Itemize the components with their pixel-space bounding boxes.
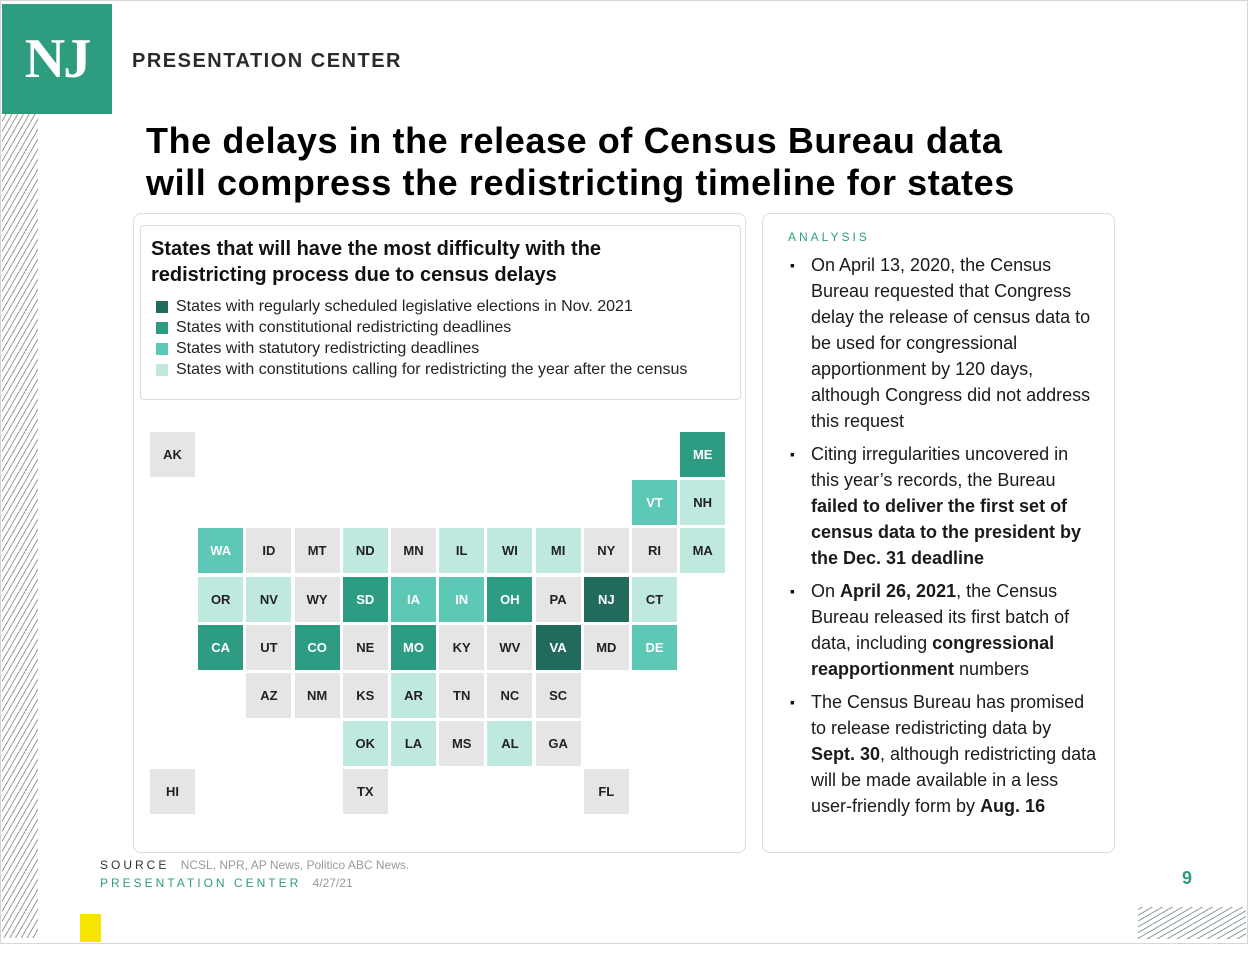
state-tile-or: OR xyxy=(198,577,243,622)
state-tile-ak: AK xyxy=(150,432,195,477)
yellow-marker xyxy=(80,914,101,942)
state-tile-vt: VT xyxy=(632,480,677,525)
legend-swatch-constitutional xyxy=(156,322,168,334)
state-tile-wi: WI xyxy=(487,528,532,573)
state-tile-ar: AR xyxy=(391,673,436,718)
state-tile-ut: UT xyxy=(246,625,291,670)
analysis-bullet-4: ▪ The Census Bureau has promised to release redistricting data by Sept. 30, although redistricting data will be made available in a less user-friendly form by Aug. 16 xyxy=(790,689,1100,819)
state-tile-id: ID xyxy=(246,528,291,573)
analysis-bullet-3: ▪ On April 26, 2021, the Census Bureau released its first batch of data, including congressional reapportionment numbers xyxy=(790,578,1100,682)
state-tile-mo: MO xyxy=(391,625,436,670)
page-number: 9 xyxy=(1182,868,1193,888)
legend-swatch-statutory xyxy=(156,343,168,355)
state-tile-va: VA xyxy=(536,625,581,670)
source-line xyxy=(100,858,409,872)
state-tile-la: LA xyxy=(391,721,436,766)
source-label: SOURCE xyxy=(100,858,170,872)
state-tile-ks: KS xyxy=(343,673,388,718)
state-tile-tx: TX xyxy=(343,769,388,814)
legend-item xyxy=(156,296,687,317)
legend-label: States with regularly scheduled legislative elections in Nov. 2021 xyxy=(176,297,633,315)
legend-list xyxy=(156,296,687,380)
state-tile-il: IL xyxy=(439,528,484,573)
nj-logo xyxy=(2,4,112,114)
state-tile-wv: WV xyxy=(487,625,532,670)
logo-text: NJ xyxy=(24,28,90,90)
state-tile-nj: NJ xyxy=(584,577,629,622)
state-tile-mt: MT xyxy=(295,528,340,573)
legend-box xyxy=(140,225,741,400)
state-tile-az: AZ xyxy=(246,673,291,718)
legend-swatch-next-year xyxy=(156,364,168,376)
analysis-bullet-1: ▪ On April 13, 2020, the Census Bureau requested that Congress delay the release of census data to be used for congressional apportionment by 120 days, although Congress did not address this request xyxy=(790,252,1100,434)
source-text: NCSL, NPR, AP News, Politico ABC News. xyxy=(180,858,410,872)
state-tile-sd: SD xyxy=(343,577,388,622)
headline-line-1: The delays in the release of Census Bureau data xyxy=(146,120,1003,161)
brand-name: PRESENTATION CENTER xyxy=(132,50,402,72)
legend-label: States with statutory redistricting deadlines xyxy=(176,339,480,357)
state-tile-nm: NM xyxy=(295,673,340,718)
state-tile-tn: TN xyxy=(439,673,484,718)
state-tile-nc: NC xyxy=(487,673,532,718)
state-tile-ma: MA xyxy=(680,528,725,573)
legend-title: States that will have the most difficulty with the redistricting process due to census delays xyxy=(151,238,602,286)
left-hatch-decoration xyxy=(2,114,38,938)
state-tile-ok: OK xyxy=(343,721,388,766)
state-tile-ri: RI xyxy=(632,528,677,573)
headline-line-2: will compress the redistricting timeline for states xyxy=(146,162,1015,203)
state-tile-nd: ND xyxy=(343,528,388,573)
footer-date: 4/27/21 xyxy=(312,876,353,890)
state-tile-nv: NV xyxy=(246,577,291,622)
state-tile-al: AL xyxy=(487,721,532,766)
state-tile-me: ME xyxy=(680,432,725,477)
state-tile-hi: HI xyxy=(150,769,195,814)
legend-item xyxy=(156,338,687,359)
state-tile-mi: MI xyxy=(536,528,581,573)
state-tile-pa: PA xyxy=(536,577,581,622)
analysis-label: ANALYSIS xyxy=(788,230,870,244)
state-tile-mn: MN xyxy=(391,528,436,573)
state-tile-co: CO xyxy=(295,625,340,670)
legend-swatch-elections xyxy=(156,301,168,313)
state-tile-nh: NH xyxy=(680,480,725,525)
state-tile-ms: MS xyxy=(439,721,484,766)
state-tile-de: DE xyxy=(632,625,677,670)
legend-item xyxy=(156,317,687,338)
slide-headline xyxy=(146,120,1146,204)
state-tile-fl: FL xyxy=(584,769,629,814)
state-tile-ca: CA xyxy=(198,625,243,670)
legend-label: States with constitutions calling for redistricting the year after the census xyxy=(176,360,688,378)
state-tile-ky: KY xyxy=(439,625,484,670)
state-tile-ny: NY xyxy=(584,528,629,573)
state-tile-ne: NE xyxy=(343,625,388,670)
state-tile-ct: CT xyxy=(632,577,677,622)
state-tile-wy: WY xyxy=(295,577,340,622)
bottom-right-hatch-decoration xyxy=(1138,907,1246,939)
state-tile-ia: IA xyxy=(391,577,436,622)
state-tile-wa: WA xyxy=(198,528,243,573)
state-tile-ga: GA xyxy=(536,721,581,766)
footer-pc-label: PRESENTATION CENTER xyxy=(100,876,302,890)
state-tile-md: MD xyxy=(584,625,629,670)
state-tile-in: IN xyxy=(439,577,484,622)
analysis-bullet-2: ▪ Citing irregularities uncovered in this year’s records, the Bureau failed to deliver the first set of census data to the president by the Dec. 31 deadline xyxy=(790,441,1100,571)
state-tile-sc: SC xyxy=(536,673,581,718)
legend-label: States with constitutional redistricting deadlines xyxy=(176,318,512,336)
footer-presentation-center xyxy=(100,876,353,890)
state-tile-oh: OH xyxy=(487,577,532,622)
legend-item xyxy=(156,359,687,380)
analysis-bullets xyxy=(790,252,1100,826)
